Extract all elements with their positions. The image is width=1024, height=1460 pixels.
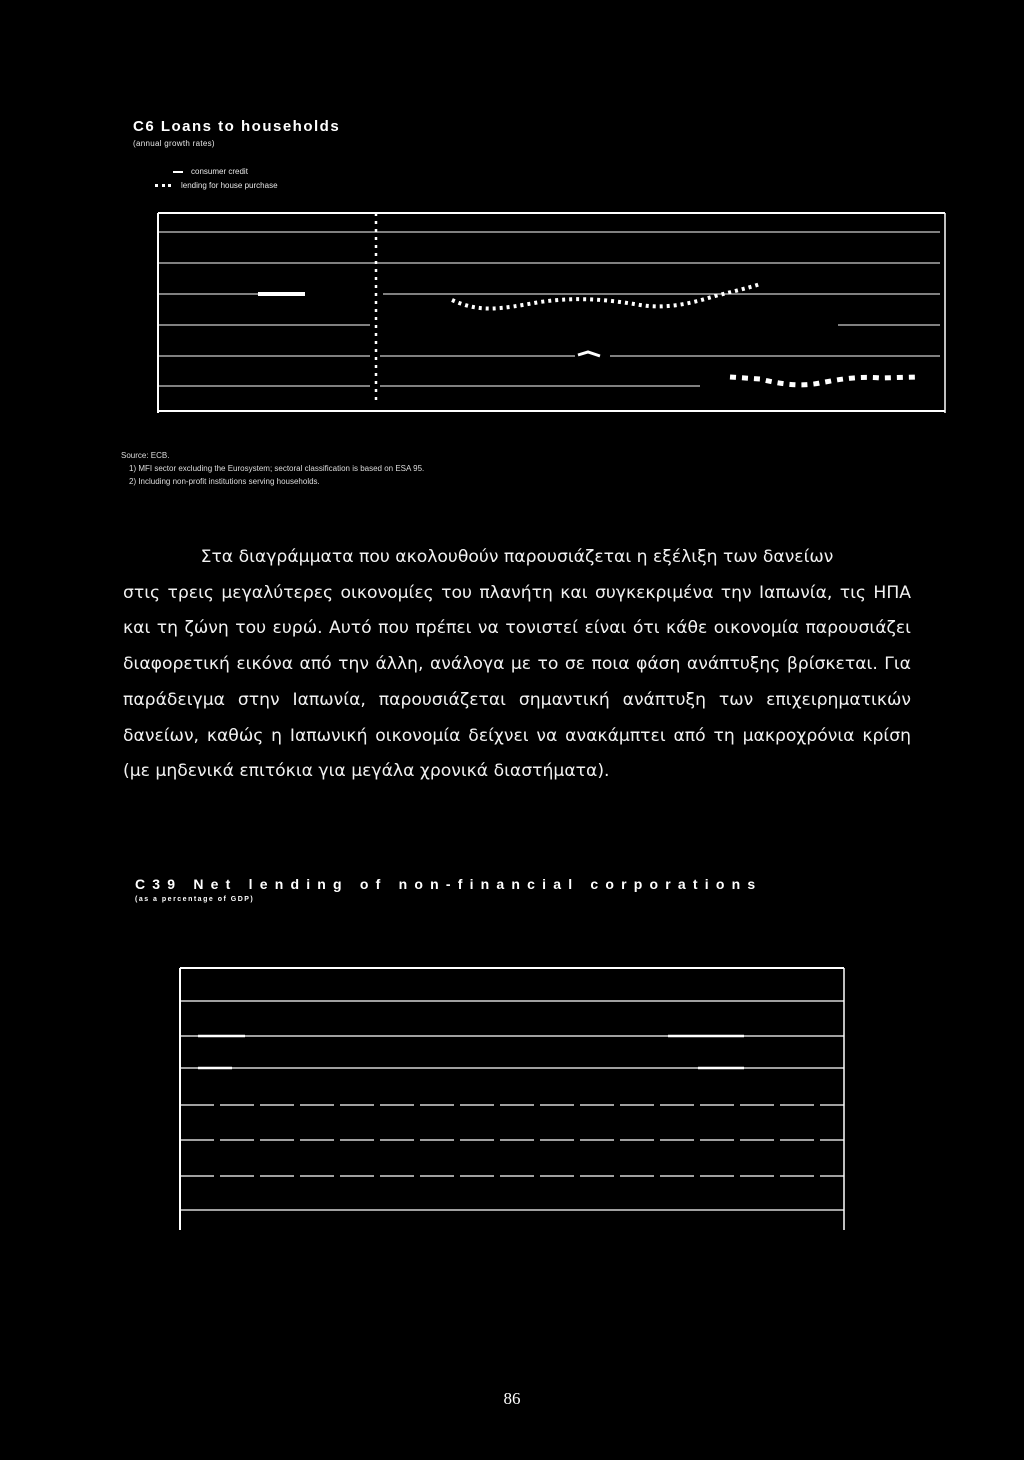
legend-label: consumer credit <box>191 167 248 176</box>
chart2-plot <box>0 940 1024 1320</box>
chart1-plot <box>0 0 1024 460</box>
paragraph-body: στις τρεις μεγαλύτερες οικονομίες του πλανήτη και συγκεκριμένα την Ιαπωνία, τις ΗΠΑ και τη ζώνη του ευρώ. Αυτό που πρέπει να τονιστεί είναι ότι κάθε οικονομία παρουσιάζει διαφορετική εικόνα από την άλλη, ανάλογα με το σε ποια φάση ανάπτυξης βρίσκεται. Για παράδειγμα στην Ιαπωνία, παρουσιάζεται σημαντική ανάπτυξη των επιχειρηματικών δανείων, καθώς η Ιαπωνική οικονομία δείχνει να ανακάμπτει από τη μακροχρόνια κρίση (με μηδενικά επιτόκια για μεγάλα χρονικά διαστήματα). <box>123 582 911 782</box>
chart1-gridlines <box>158 232 940 386</box>
body-paragraph <box>123 540 911 790</box>
chart2-series <box>198 1036 744 1068</box>
series-consumer-credit-line <box>578 352 600 356</box>
chart1-subtitle: (annual growth rates) <box>133 139 215 148</box>
series-bottom-right-line <box>730 377 918 385</box>
chart1-title: C6 Loans to households <box>133 118 341 135</box>
chart1-footnote-2: 2) Including non-profit institutions serving households. <box>129 477 320 486</box>
chart1-source-note: Source: ECB. <box>121 451 170 460</box>
chart2-title: C39 Net lending of non-financial corporations <box>135 876 763 892</box>
chart2-frame <box>180 968 844 1230</box>
chart2-gridlines <box>180 1001 844 1210</box>
page-number: 86 <box>503 1389 521 1408</box>
chart1-footnote-1: 1) MFI sector excluding the Eurosystem; sectoral classification is based on ESA 95. <box>129 464 425 473</box>
chart2-subtitle: (as a percentage of GDP) <box>135 896 255 903</box>
legend-label: lending for house purchase <box>181 181 278 190</box>
paragraph-first-line: Στα διαγράμματα που ακολουθούν παρουσιάζεται η εξέλιξη των δανείων <box>200 547 834 567</box>
series-house-purchase-line <box>452 284 760 309</box>
